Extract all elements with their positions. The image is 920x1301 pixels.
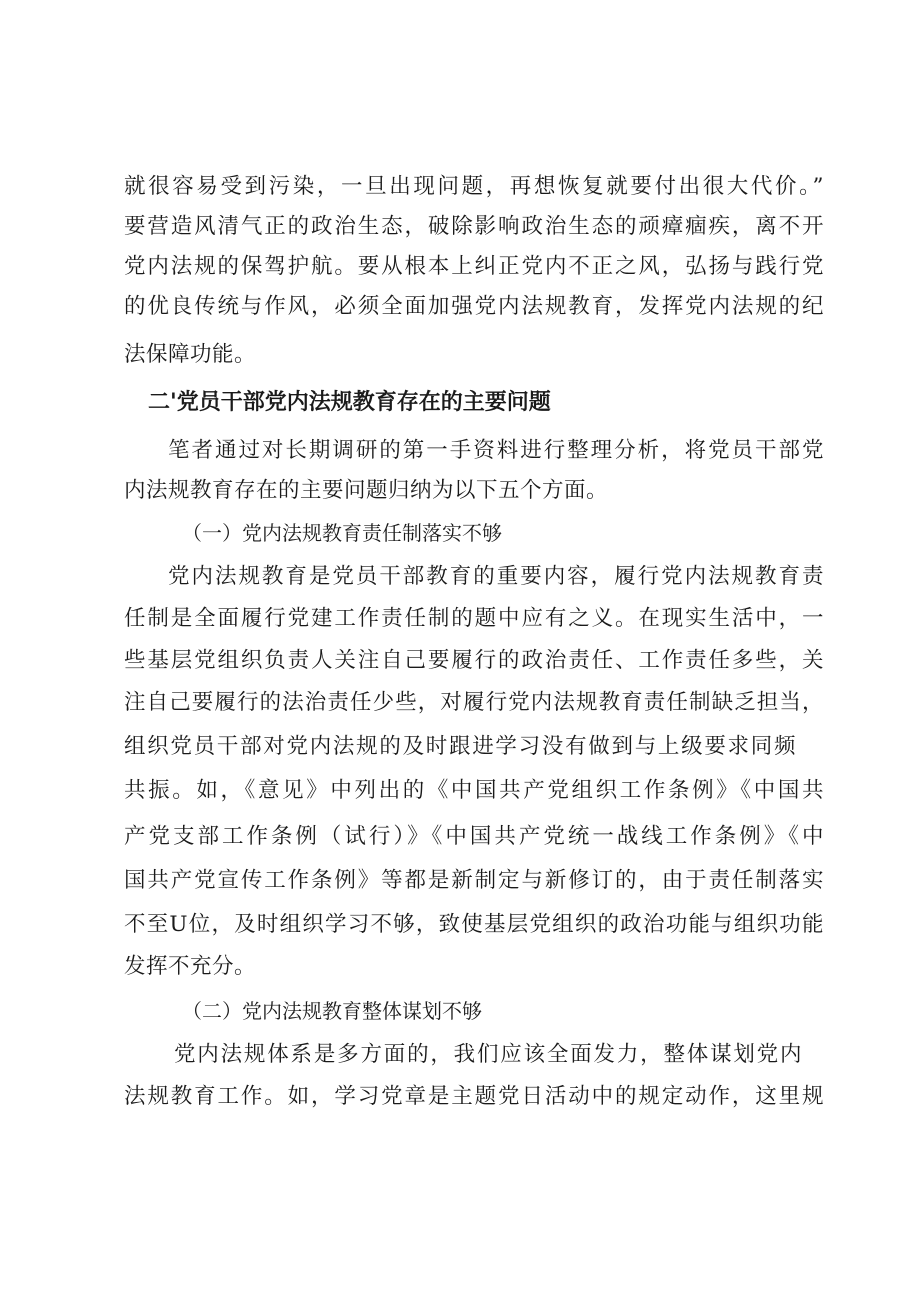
paragraph3-line-5: 组织党员干部对党内法规的及时跟进学习没有做到与上级要求同频 [124,734,796,759]
paragraph1-line-3: 党内法规的保驾护航。要从根本上纠正党内不正之风，弘扬与践行党 [124,254,824,279]
paragraph1-line-1: 就很容易受到污染，一旦出现问题，再想恢复就要付出很大代价。” [124,174,824,199]
paragraph3-line-7: 产党支部工作条例（试行）》《中国共产党统一战线工作条例》《中 [124,824,824,849]
paragraph1-line-4: 的优良传统与作风，必须全面加强党内法规教育，发挥党内法规的纪 [124,294,824,319]
subsection-heading-1: （一）党内法规教育责任制落实不够 [182,521,502,545]
paragraph3-line-3: 些基层党组织负责人关注自己要履行的政治责任、工作责任多些，关 [124,648,824,673]
paragraph3-line-10: 发挥不充分。 [124,954,257,979]
paragraph4-line-1: 党内法规体系是多方面的，我们应该全面发力，整体谋划党内 [174,1042,802,1067]
paragraph3-line-8: 国共产党宣传工作条例》等都是新制定与新修订的，由于责任制落实 [124,868,824,893]
paragraph3-line-4: 注自己要履行的法治责任少些，对履行党内法规教育责任制缺乏担当， [124,690,824,715]
paragraph1-line-5: 法保障功能。 [124,342,257,367]
paragraph2-line-2: 内法规教育存在的主要问题归纳为以下五个方面。 [124,478,609,503]
section-heading: 二'党员干部党内法规教育存在的主要问题 [148,390,551,415]
paragraph1-line-2: 要营造风清气正的政治生态，破除影响政治生态的顽瘴痼疾，离不开 [124,214,824,239]
paragraph3-line-1: 党内法规教育是党员干部教育的重要内容，履行党内法规教育责 [168,564,824,589]
paragraph3-line-2: 任制是全面履行党建工作责任制的题中应有之义。在现实生活中，一 [124,606,824,631]
paragraph2-line-1: 笔者通过对长期调研的第一手资料进行整理分析，将党员干部党 [168,438,824,463]
paragraph3-line-6: 共振。如，《意见》中列出的《中国共产党组织工作条例》《中国共 [124,778,824,803]
subsection-heading-2: （二）党内法规教育整体谋划不够 [182,999,482,1023]
paragraph3-line-9: 不至U位，及时组织学习不够，致使基层党组织的政治功能与组织功能 [124,912,824,937]
paragraph4-line-2: 法规教育工作。如，学习党章是主题党日活动中的规定动作，这里规 [124,1084,824,1109]
